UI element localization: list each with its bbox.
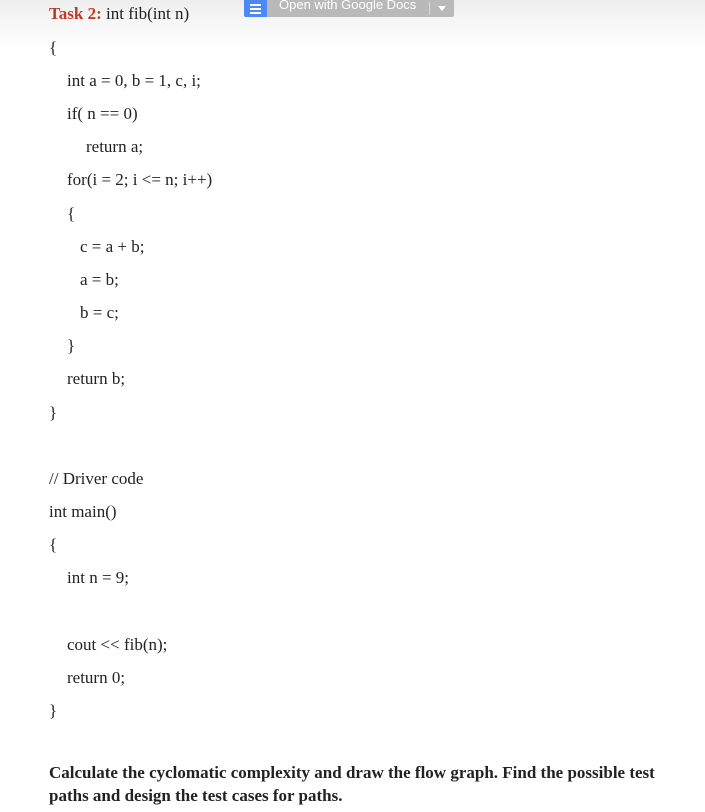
code-line: } <box>49 701 58 720</box>
code-line: { <box>49 38 58 57</box>
function-signature: int fib(int n) <box>101 4 190 23</box>
task-heading <box>49 4 189 24</box>
code-line: return a; <box>86 137 144 156</box>
code-line: { <box>67 204 76 223</box>
open-with-google-docs-label: Open with Google Docs <box>279 0 417 12</box>
code-line: cout << fib(n); <box>67 635 168 654</box>
code-line: if( n == 0) <box>67 104 138 123</box>
code-line: // Driver code <box>49 469 144 488</box>
open-with-dropdown-button[interactable] <box>430 0 454 17</box>
code-line: for(i = 2; i <= n; i++) <box>67 170 213 189</box>
code-line: } <box>49 403 58 422</box>
open-with-google-docs-button[interactable] <box>244 0 429 17</box>
code-line: int n = 9; <box>67 568 130 587</box>
google-docs-icon <box>244 0 267 17</box>
open-with-google-docs-bar <box>244 0 454 17</box>
code-line: c = a + b; <box>80 237 145 256</box>
code-line: { <box>49 535 58 554</box>
code-line: b = c; <box>80 303 119 322</box>
code-line: a = b; <box>80 270 119 289</box>
task-label: Task 2: <box>49 4 102 23</box>
code-line: return b; <box>67 369 126 388</box>
chevron-down-icon <box>438 6 446 11</box>
code-line: return 0; <box>67 668 126 687</box>
code-line: int main() <box>49 502 117 521</box>
question-text: Calculate the cyclomatic complexity and draw the flow graph. Find the possible test paths and design the test cases for paths. <box>49 763 655 805</box>
code-line: } <box>67 336 76 355</box>
code-line: int a = 0, b = 1, c, i; <box>67 71 201 90</box>
